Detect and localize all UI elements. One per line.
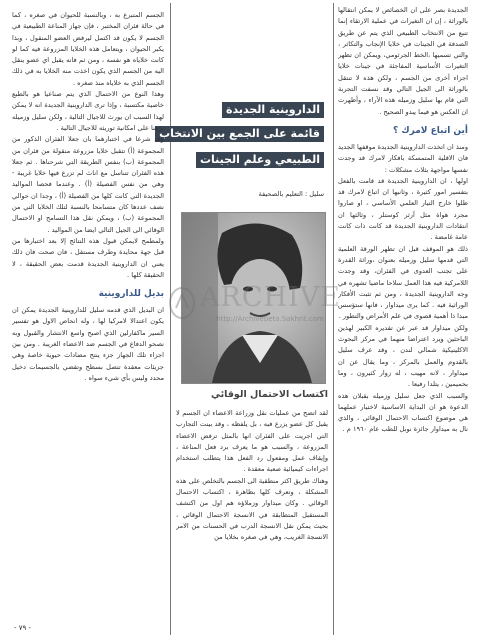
article-title-line: الطبيعي وعلم الجينات bbox=[196, 152, 324, 168]
paragraph: الجسم المتبرع به ، وبالنسبة للحيوان في صغره ، كما في حالة فئران المختبر ، فإن جهاز المناعة الطبيعية في الجسم لا يكون قد اكتمل ليرفض العضو المنقول ، وبذا يكبر الحيوان ، ويتعامل هذه الخلايا المزروعة فيه كما لو كانت خلاياه هو نفسه ، ومن ثم فانه يقبل اي عضو ينقل اليه من الجسم الذي يكون اخذت منه الخلايا به في ذلك الجسم الذي به خلاياه منذ صغره . bbox=[12, 11, 164, 87]
right-column bbox=[338, 5, 468, 635]
article-byline: سليل : التعليم بالصحيفة bbox=[258, 190, 324, 198]
column-divider bbox=[170, 3, 171, 635]
article-title-line: الداروينية الجديدة bbox=[222, 102, 324, 118]
paragraph: وهذا النوع من الاحتمال الذي يتم صناعيا هو بالطبع خاصية مكتسبة ، وإذا ترى الداروينية الجديدة انه لا يمكن لهذا السبب ان يورث للاجيال التالية ، ولكن سليل وزميله برهنا على امكانية توريثه للاجيال التالية . bbox=[12, 90, 164, 132]
middle-column bbox=[176, 408, 328, 632]
paragraph: ومنذ ان اتخذت الداروينية الجديدة موقفها الجديد فان الاقلية المتمسكة بافكار لامرك قد وجدت نفسها مواجهة بثلاث مشكلات : bbox=[338, 142, 468, 174]
paragraph: وقد شرعا في اختبارهما بان جعلا الفئران الذكور من المجموعة (أ) تتقبل خلايا مزروعة منقولة من فئران من المجموعة (ب) بنفس الطريقة التي شرحناها . ثم جعلا هذه الفئران تتناسل مع اناث لم تزرع فيها خلايا غريبة - وهي من نفس الفصيلة (أ) . وعندما فحصا المواليد الجديدة التي كانت كلها من الفصيلة (أ) ، وجدا ان حوالي نصف عددها كان متسامحا بالنسبة لتلك الخلايا التي من المجموعة (ب) ، ويمكن نقل هذا التسامح او الاحتمال الوقائي الى الجيل التالي ايضا من المواليد . bbox=[12, 135, 164, 234]
article-title-block bbox=[159, 100, 328, 210]
paragraph: اولها ، ان الداروينية الجديدة قد قامت بالفعل بتفسير امور كثيرة ، وثانيها ان اتباع لامرك قد ظلوا خارج التيار العلمي الأساسي ، او صاروا مجرد هواة مثل آرثر كوستلر ، وثالثها ان انتقادات الداروينية الجديدة قد كانت ذات كانت عامة غامضة . bbox=[338, 176, 468, 242]
paragraph: ذلك هو الموقف قبل ان تظهر الورقة العلمية التي قدمها سليل وزميله بعنوان ،وراثة القدرة على تجنب العدوى في الفئران، وقد وجدت اللامركية فيه هذا العمل سلاحا ماضيا تشهره في وجه الداروينية الجديدة ، ومن ثم تثبت الأفكار الوراثية فيه . كما يرى ميداوار ، فانها ستؤسس مبدا ذا أهمية قصوى في علم الأمراض والتطور . bbox=[338, 244, 468, 321]
section-heading: بديل للداروينية bbox=[98, 289, 164, 300]
page-number: - ٧٩ - bbox=[14, 624, 32, 632]
column-divider bbox=[333, 3, 334, 635]
section-heading: أين اتباع لامرك ؟ bbox=[393, 125, 468, 136]
paragraph: ولمطمح لايمكن قبول هذه النتائج إلا بعد اختبارها من قبل جهة محايدة وطرف مستقل ، فان صحت فان ذلك يعني ان الداروينية الجديدة قدمت بعض الحقيقة ، لا الحقيقة كلها . bbox=[12, 236, 164, 279]
paragraph: وهناك طريق اكثر منطقية الى الجسم بالتخلص على هذه المشكلة ، وتعرف كلها بظاهرة ، اكتساب الاحتمال الوقائي . وكان ميداوار وزملاؤه هم اول من اكتشف المستقبل المتطابقة في الانسجة الاحتمال الوقائي ، بحيث يمكن نقل الانسجة الدرب في الحسنات من الامر الانسجة الغريب، وهي في صغره بخلايا من bbox=[176, 476, 328, 542]
paragraph: والسبب الذي جعل سليل وزميله بقبلان هذه الدعوة هو ان البداية الاساسية لاختيار عملهما هي موضوع اكتساب الاحتمال الوقائي ، والذي نال به ميداوار جائزة نوبل للطب عام ١٩٦٠ م . bbox=[338, 391, 468, 434]
left-column bbox=[12, 10, 164, 634]
paragraph: الجديدة بصر على ان الخصائص لا يمكن انتقالها بالوراثة ، إن ان التغيرات في عملية الارتقاء إنما تنبع من الانتخاب الطبيعي الذي يتم عن طريق الصدفة في الجينات في خلايا الإنجاب والتكاثر ، والتي تسميها ،الخط الجرثومي، ويمكن ان تظهر التغيرات الأساسية المفاجئة في جينات خلايا اجزاء أخرى من الجسم ، ولكن هذه لا تنتقل بالوراثة الى الجيل التالي وقد نسفت التجربة التي قام بها سليل وزميله هذه الآراء ، وأظهرت ان العكس هو فيما يبدو الصحيح . bbox=[338, 6, 468, 116]
photo-caption: اكتساب الاحتمال الوقائي bbox=[210, 389, 328, 400]
archive-watermark-url: http://Archivebeta.Sakhrit.com bbox=[216, 315, 324, 323]
article-photo bbox=[181, 212, 326, 384]
paragraph: ولكن ميداوار قد عبر عن تقديره الكبير لهذين الباحثين ويرد اعتراضا منهما في مركز البحوث الاكلينيكية شمالي لندن ، وقد عرف سليل بالقدوم والعمل بالمركز ، وما يقال عن ان ميداوار ، لانه مهيب ، له زوار كثيرون ، وما بحميمين ، يتلدا رفيعا . bbox=[338, 323, 468, 389]
paragraph: ان البديل الذي قدمه سليل للداروينية الجديدة يمكن ان يكون اعتدالا لامركيا لها ، وله انحاص الاول هو تفسير السير ماكفارلين الذي اصبح واسع الانتشار والقبول وبه نصحو الدفاع في الجسم ضد الاعضاء الغريبة . ومن بين اجزاء تلك الجهاز جزء ينتج مضادات حيوية خاصة وهي جزيئات معقدة تتصل بسطح وتقضي بالجسيمات دخيل محدد وليس بأي شيء سواه . bbox=[12, 306, 164, 382]
archive-watermark: ARCHIVE bbox=[200, 282, 341, 313]
paragraph: لقد اتضح من عمليات نقل وزراعة الاعضاء ان الجسم لا يقبل كل عضو يزرع فيه ، بل يلفظه ، وقد بينت التجارب التي اجريت على الفئران انها بالمثل ترفض الاعضاء المزروعة ، والسبب هو ما يعرف برد فعل المناعة ، وإيقاف عمل ومفعول رد الفعل هذا يتطلب استخدام اجراءات كيميائية صعبة معقدة . bbox=[176, 409, 328, 474]
article-title-line: قائمة على الجمع بين الانتخاب bbox=[155, 126, 324, 142]
portrait-image bbox=[182, 213, 325, 383]
